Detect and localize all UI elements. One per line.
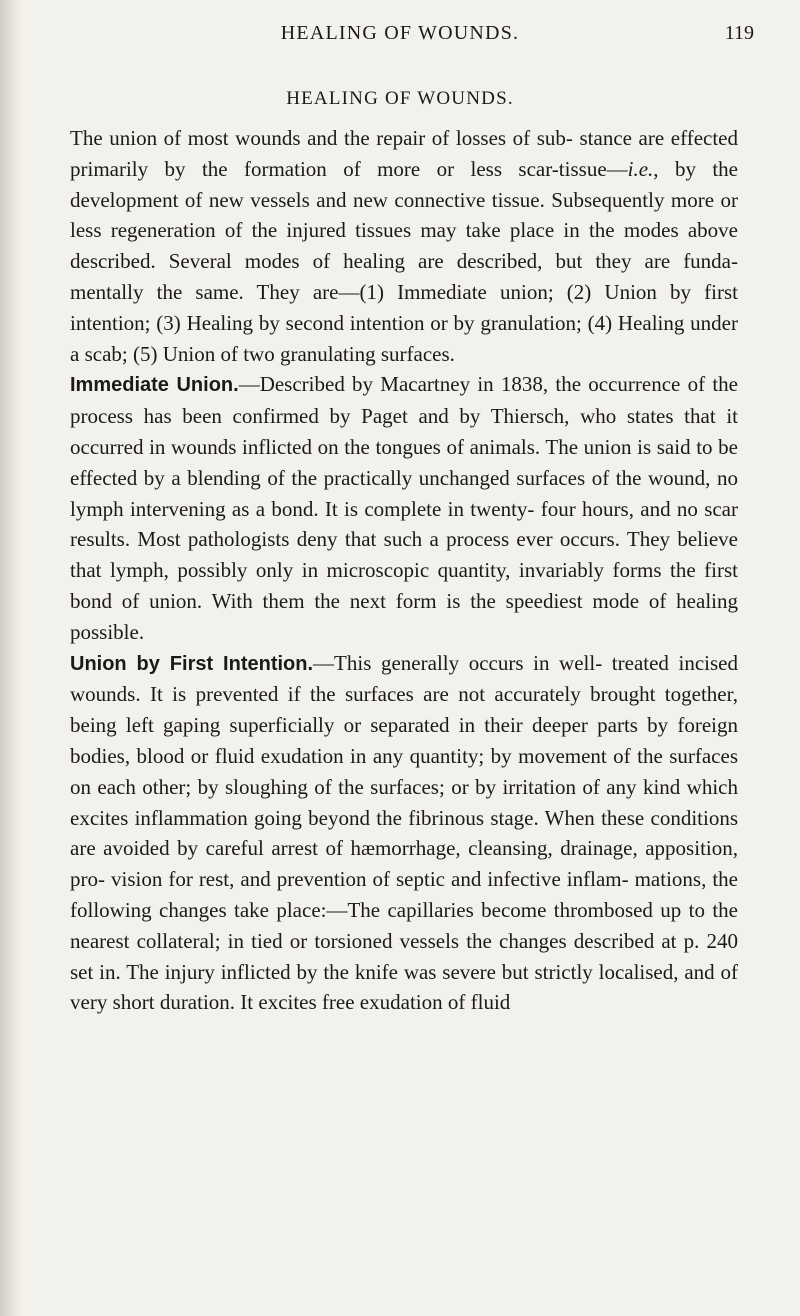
page-binding-shadow: [0, 0, 22, 1316]
section-title: HEALING OF WOUNDS.: [286, 88, 514, 109]
paragraph-first-intention: [70, 648, 738, 1019]
paragraph-text: —This generally occurs in well- treated incised wounds. It is prevented if the surfaces are not accurately brought together, being left gaping superficially or separated in their deeper parts by foreign bodies, blood or fluid exudation in any quantity; by movement of the surfaces on each other; by sloughing of the surfaces; or by irritation of any kind which excites inflammation going beyond the fibrinous stage. When these conditions are avoided by careful arrest of hæmorrhage, cleansing, drainage, apposition, pro- vision for rest, and prevention of septic and infective inflam- mations, the following changes take place:—The capillaries become thrombosed up to the nearest collateral; in tied or torsioned vessels the changes described at p. 240 set in. The injury inflicted by the knife was severe but strictly localised, and of very short duration. It excites free exudation of fluid: [70, 650, 739, 1015]
body-text: [70, 123, 738, 1018]
running-head: [0, 22, 800, 52]
paragraph-immediate-union: [70, 369, 738, 647]
paragraph-intro: [70, 123, 738, 369]
italic-abbreviation: i.e.: [627, 156, 654, 181]
paragraph-text: , by the development of new vessels and new connective tissue. Subsequently more or less regeneration of the injured tissues may take place in the modes above described. Several modes of healing are described, but they are funda- mentally the same. They are—(1) Immediate union; (2) Union by first intention; (3) Healing by second intention or by granulation; (4) Healing under a scab; (5) Union of two granulating surfaces.: [70, 156, 738, 366]
run-in-heading: Immediate Union.: [70, 374, 239, 397]
page-number: 119: [724, 22, 754, 44]
run-in-heading: Union by First Intention.: [70, 652, 314, 675]
running-title: HEALING OF WOUNDS.: [280, 22, 520, 44]
paragraph-text: The union of most wounds and the repair of losses of sub- stance are effected primarily by the formation of more or less scar-tissue—: [70, 126, 738, 181]
paragraph-text: —Described by Macartney in 1838, the occurrence of the process has been confirmed by Paget and by Thiersch, who states that it occurred in wounds inflicted on the tongues of animals. The union is said to be effected by a blending of the practically unchanged surfaces of the wound, no lymph intervening as a bond. It is complete in twenty- four hours, and no scar results. Most pathologists deny that such a process ever occurs. They believe that lymph, possibly only in microscopic quantity, invariably forms the first bond of union. With them the next form is the speediest mode of healing possible.: [70, 372, 738, 644]
